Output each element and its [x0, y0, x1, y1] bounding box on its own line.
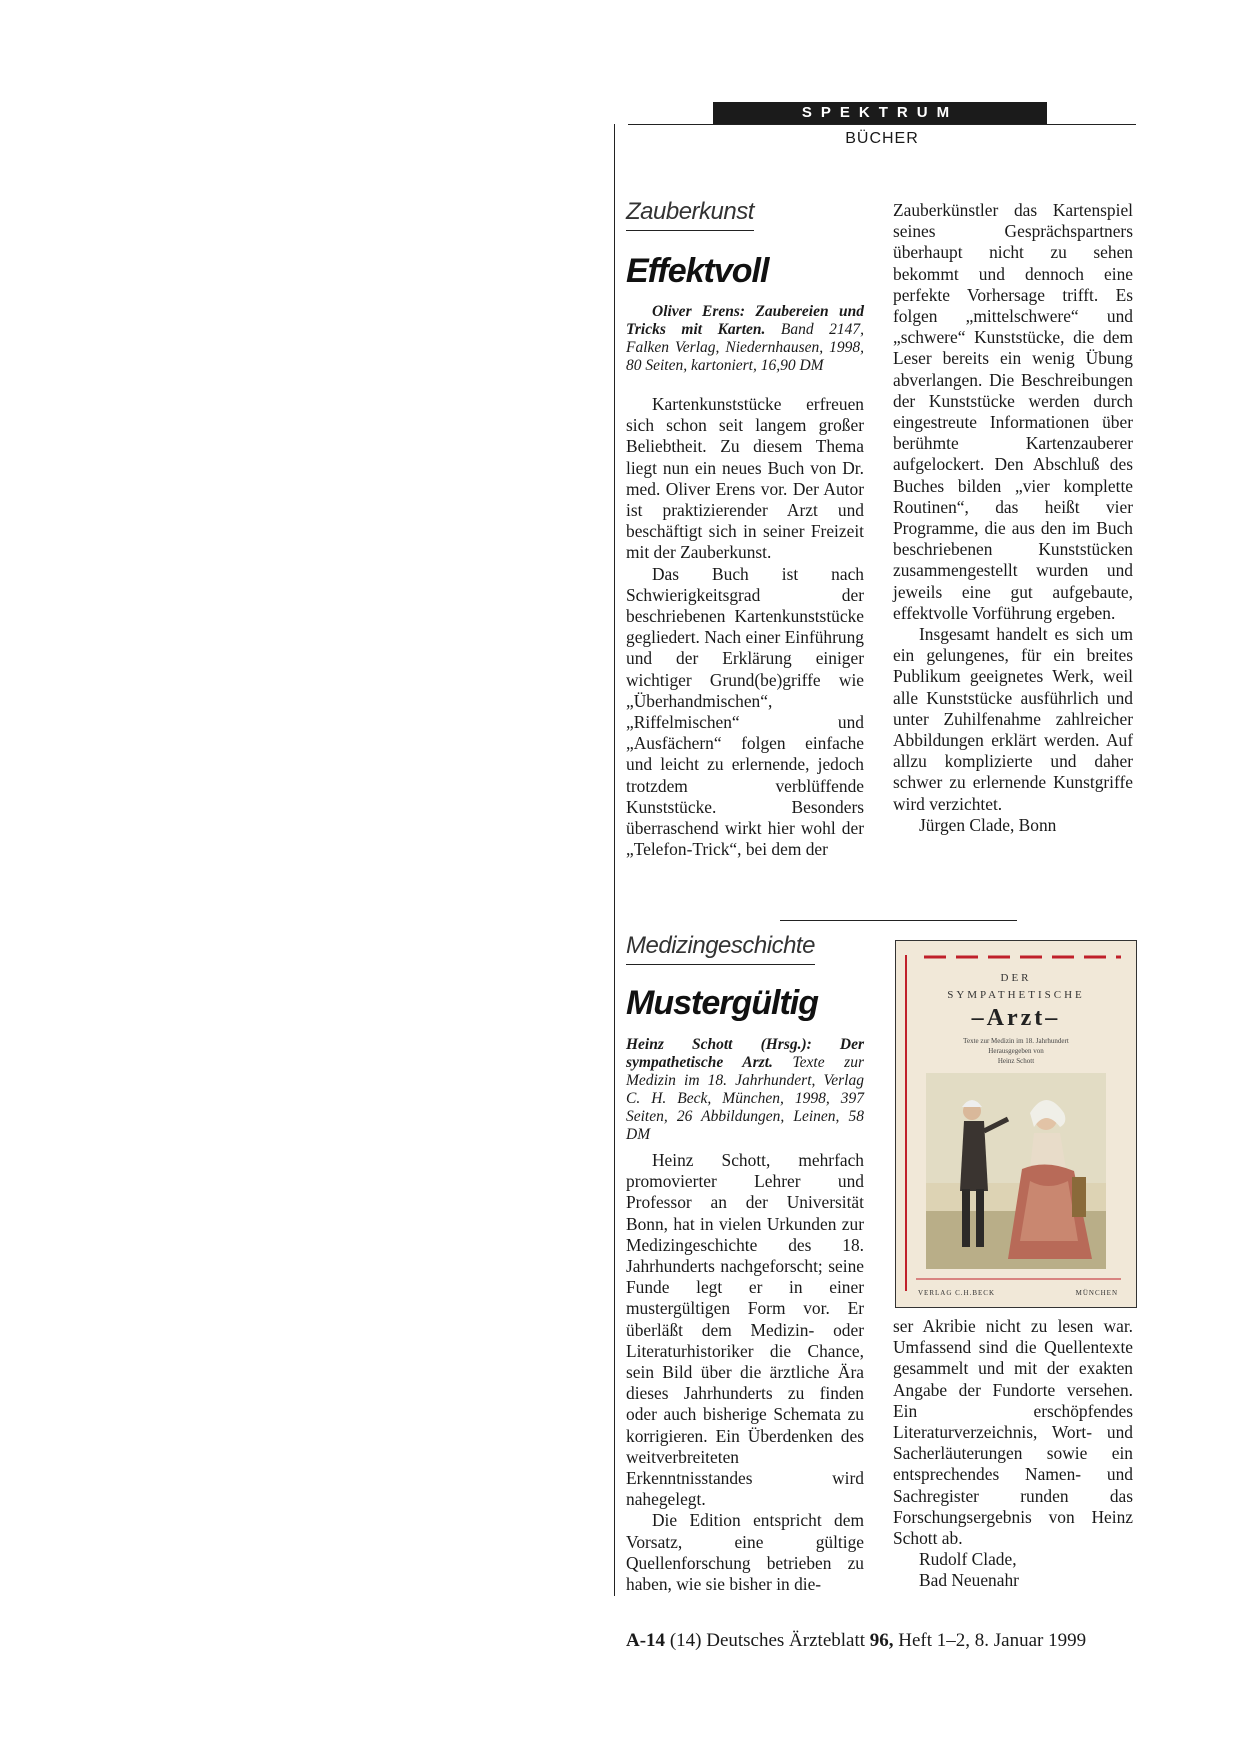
cover-subtitle3: Heinz Schott	[997, 1057, 1035, 1065]
volume: 96,	[869, 1630, 894, 1651]
article2-left-column	[626, 1036, 864, 1595]
paragraph: Heinz Schott, mehrfach promovierter Lehrer und Professor an der Universität Bonn, hat in vielen Urkunden zur Medizingeschichte des 18. Jahrhunderts nachgeforscht; seine Funde legt er in einer mustergültigen Form vor. Er überläßt dem Medizin- oder Literaturhistoriker die Chance, sein Bild über die ärztliche Ära dieses Jahrhunderts zu finden oder auch bisherige Schemata zu korrigieren. Ein Überdenken des weitverbreiteten Erkenntnisstandes wird nahegelegt.	[626, 1150, 864, 1510]
cover-subtitle2: Herausgegeben von	[988, 1047, 1044, 1055]
rubric-rule	[628, 124, 1136, 125]
cover-publisher: VERLAG C.H.BECK	[918, 1289, 996, 1297]
article1-biblio	[626, 303, 864, 375]
paragraph: Insgesamt handelt es sich um ein gelungenes, für ein breites Publikum geeignetes Werk, weil alle Kunststücke ausführlich und unter Zuhilfenahme zahlreicher Abbildungen erklärt werden. Auf allzu komplizierte und daher schwer zu erlernende Kunstgriffe wird verzichtet.	[893, 624, 1133, 814]
issue-date: Heft 1–2, 8. Januar 1999	[898, 1630, 1087, 1651]
article1-right-column	[893, 200, 1133, 836]
article1-left-column	[626, 303, 864, 860]
article2-kicker	[626, 932, 815, 965]
article2-biblio	[626, 1036, 864, 1144]
paragraph: Das Buch ist nach Schwierigkeitsgrad der beschriebenen Kartenkunststücke gegliedert. Nach einer Einführung und der Erklärung einiger wichtiger Grund(be)griffe wie „Überhandmischen“, „Riffelmischen“ und „Ausfächern“ folgen einfache und leicht zu erlernende, jedoch trotzdem verblüffende Kunststücke. Besonders überraschend wirkt hier wohl der „Telefon-Trick“, bei dem der	[626, 563, 864, 860]
signature-line1: Rudolf Clade,	[919, 1549, 1017, 1570]
article2-headline: Mustergültig	[626, 984, 818, 1022]
paragraph: Kartenkunststücke erfreuen sich schon seit langem großer Beliebtheit. Zu diesem Thema liegt nun ein neues Buch von Dr. med. Oliver Erens vor. Der Autor ist praktizierender Arzt und beschäftigt sich in seiner Freizeit mit der Zauberkunst.	[626, 394, 864, 563]
article-separator	[780, 920, 1017, 921]
cover-title-line1: DER	[1000, 972, 1032, 984]
paragraph: Zauberkünstler das Kartenspiel seines Gesprächspartners überhaupt nicht zu sehen bekommt und dennoch eine perfekte Vorhersage trifft. Es folgen „mittelschwere“ und „schwere“ Kunststücke, die dem Leser bereits ein wenig Übung abverlangen. Die Beschreibungen der Kunststücke werden durch eingestreute Informationen über berühmte Kartenzauberer aufgelockert. Den Abschluß des Buches bilden „vier komplette Routinen“, das heißt vier Programme, die aus den im Buch beschriebenen Kunststücken zusammengestellt wurden und jeweils eine gut aufgebaute, effektvolle Vorführung ergeben.	[893, 200, 1133, 623]
biblio-author-title: Heinz Schott (Hrsg.): Der sympathetische Arzt.	[626, 1036, 864, 1071]
biblio-details: Band 2147, Falken Verlag, Niedernhausen, 1998, 80 Seiten, kartoniert, 16,90 DM	[626, 321, 865, 374]
paragraph: ser Akribie nicht zu lesen war. Umfassend sind die Quellentexte gesammelt und mit der exakten Angabe der Fundorte versehen. Ein erschöpfendes Literaturverzeichnis, Wort- und Sacherläuterungen sowie ein entsprechendes Namen- und Sachregister runden das Forschungsergebnis von Heinz Schott ab.	[893, 1316, 1133, 1549]
kicker-text: Zauberkunst	[626, 198, 754, 231]
section-label: BÜCHER	[845, 130, 919, 147]
cover-title-line3: –Arzt–	[971, 1005, 1061, 1031]
kicker-text: Medizingeschichte	[626, 932, 815, 965]
book-cover-illustration	[896, 941, 1136, 1307]
cover-city: MÜNCHEN	[1075, 1289, 1118, 1297]
article2-right-column	[893, 1316, 1133, 1592]
page-footer	[626, 1630, 1086, 1652]
cover-subtitle1: Texte zur Medizin im 18. Jahrhundert	[963, 1037, 1069, 1045]
rubric-bar: SPEKTRUM	[713, 102, 1047, 124]
journal-name: Deutsches Ärzteblatt	[706, 1630, 866, 1651]
page-number: A-14	[626, 1630, 666, 1651]
paragraph: Die Edition entspricht dem Vorsatz, eine gültige Quellenforschung betrieben zu haben, wie sie bisher in die-	[626, 1510, 864, 1595]
signature-line2: Bad Neuenahr	[919, 1570, 1019, 1591]
cover-title-line2: SYMPATHETISCHE	[947, 989, 1085, 1001]
vertical-rule	[614, 124, 615, 1596]
page-number-paren: (14)	[669, 1630, 702, 1651]
biblio-details: Texte zur Medizin im 18. Jahrhundert, Verlag C. H. Beck, München, 1998, 397 Seiten, 26 Abbildungen, Leinen, 58 DM	[626, 1054, 864, 1143]
signature: Jürgen Clade, Bonn	[919, 814, 1057, 835]
article1-headline: Effektvoll	[626, 252, 769, 290]
book-cover-image	[895, 940, 1137, 1308]
article1-kicker	[626, 198, 754, 231]
biblio-author-title: Oliver Erens: Zaubereien und Tricks mit Karten.	[626, 303, 864, 338]
